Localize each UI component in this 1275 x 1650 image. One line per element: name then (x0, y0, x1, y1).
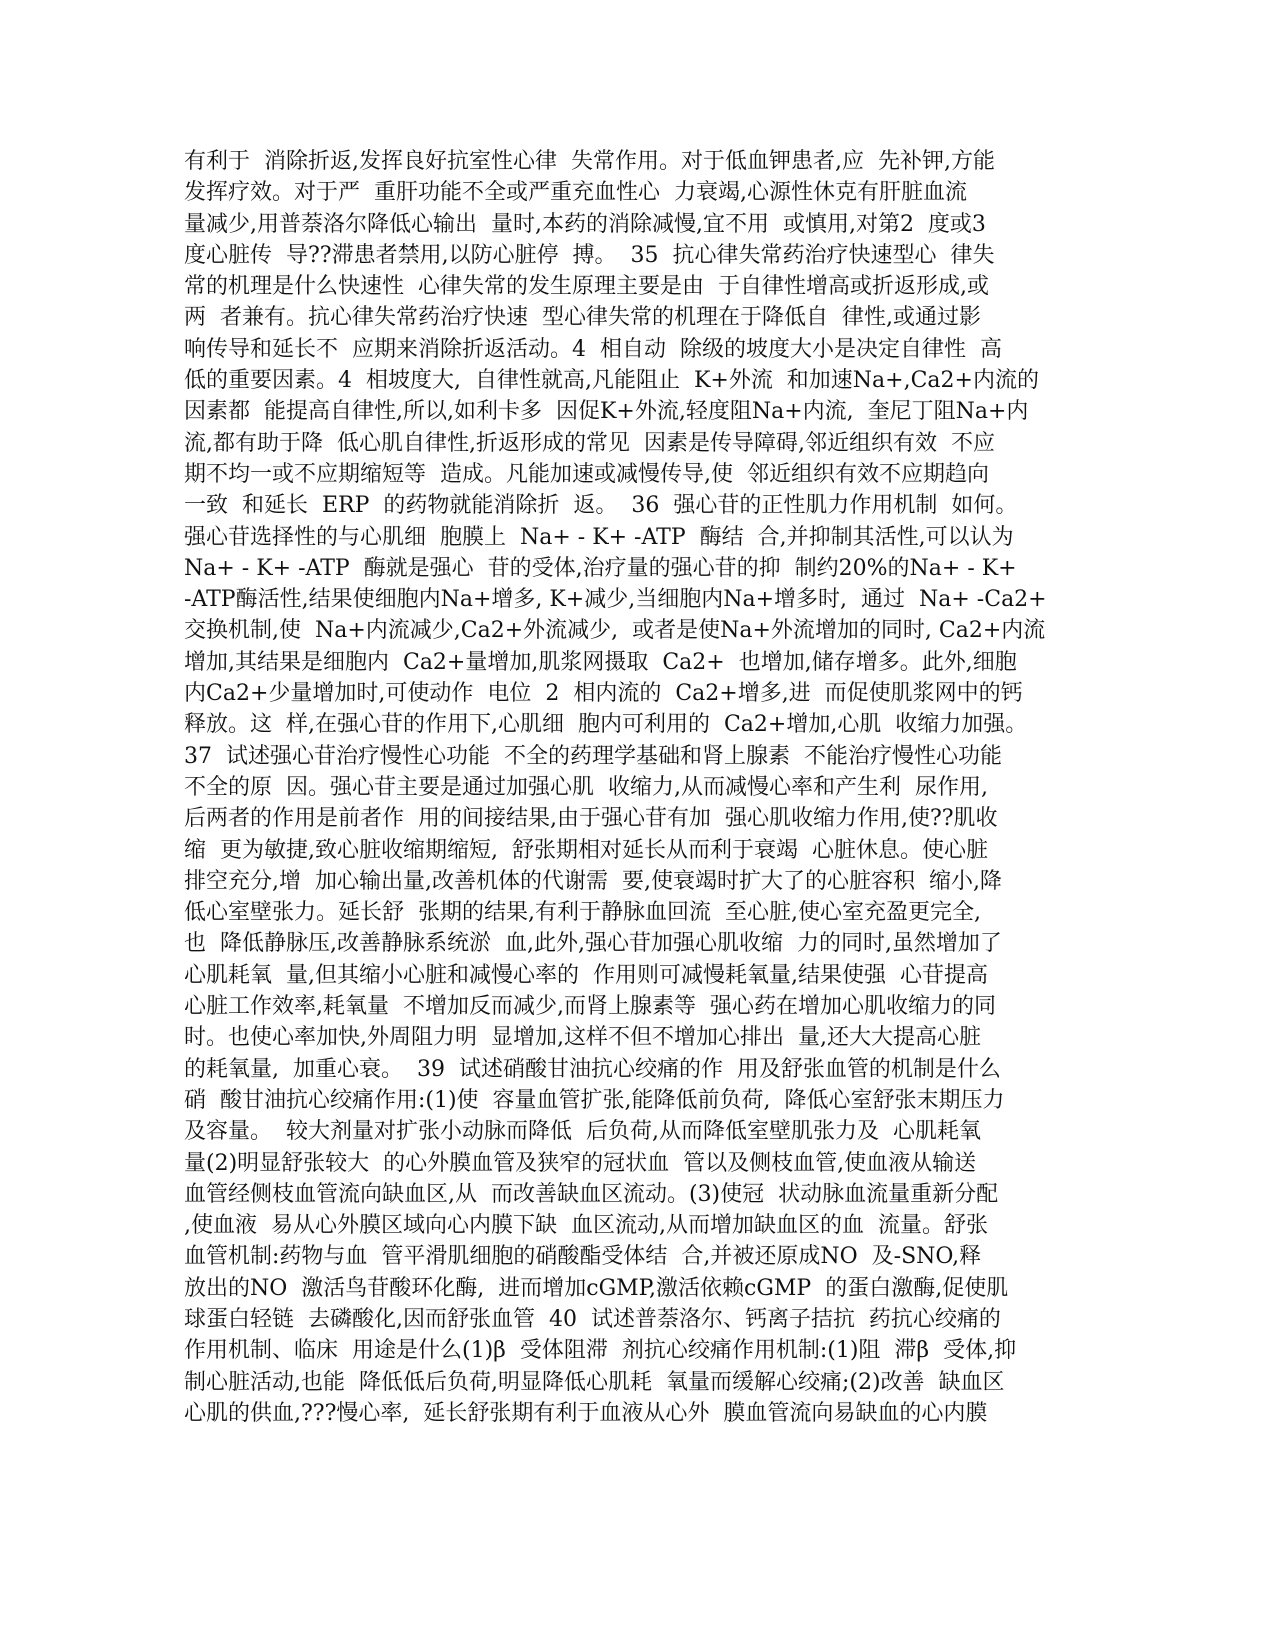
text-line: 心肌耗氧 量,但其缩小心脏和减慢心率的 作用则可减慢耗氧量,结果使强 心苷提高 (184, 962, 988, 988)
text-line: 期不均一或不应期缩短等 造成。凡能加速或减慢传导,使 邻近组织有效不应期趋向 (184, 461, 989, 487)
text-line: ,使血液 易从心外膜区域向心内膜下缺 血区流动,从而增加缺血区的血 流量。舒张 (184, 1213, 988, 1239)
text-line: 放出的NO 激活鸟苷酸环化酶, 进而增加cGMP,激活依赖cGMP 的蛋白激酶,促使肌 (184, 1275, 1009, 1301)
text-line: 常的机理是什么快速性 心律失常的发生原理主要是由 于自律性增高或折返形成,或 (184, 274, 989, 300)
text-line: 一致 和延长 ERP 的药物就能消除折 返。 36 强心苷的正性肌力作用机制 如何。 (184, 493, 1018, 519)
text-line: -ATP酶活性,结果使细胞内Na+增多, K+减少,当细胞内Na+增多时, 通过 Na+ -Ca2+ (184, 587, 1047, 613)
text-line: 响传导和延长不 应期来消除折返活动。4 相自动 除级的坡度大小是决定自律性 高 (184, 336, 1002, 362)
text-line: 血管机制:药物与血 管平滑肌细胞的硝酸酯受体结 合,并被还原成NO 及-SNO,释 (184, 1244, 982, 1270)
text-line: 后两者的作用是前者作 用的间接结果,由于强心苷有加 强心肌收缩力作用,使??肌收 (184, 806, 998, 832)
text-line: 度心脏传 导??滞患者禁用,以防心脏停 搏。 35 抗心律失常药治疗快速型心 律失 (184, 242, 995, 268)
text-line: 制心脏活动,也能 降低低后负荷,明显降低心肌耗 氧量而缓解心绞痛;(2)改善 缺血区 (184, 1369, 1005, 1395)
text-line: 因素都 能提高自律性,所以,如利卡多 因促K+外流,轻度阻Na+内流, 奎尼丁阻Na+内 (184, 399, 1029, 425)
text-line: 血管经侧枝血管流向缺血区,从 而改善缺血区流动。(3)使冠 状动脉血流量重新分配 (184, 1181, 999, 1207)
body-text (184, 146, 1084, 1429)
text-line: 强心苷选择性的与心肌细 胞膜上 Na+ - K+ -ATP 酶结 合,并抑制其活性,可以认为 (184, 524, 1014, 550)
text-line: 及容量。 较大剂量对扩张小动脉而降低 后负荷,从而降低室壁肌张力及 心肌耗氧 (184, 1119, 981, 1145)
text-line: 37 试述强心苷治疗慢性心功能 不全的药理学基础和肾上腺素 不能治疗慢性心功能 (184, 743, 1002, 769)
text-line: 低的重要因素。4 相坡度大, 自律性就高,凡能阻止 K+外流 和加速Na+,Ca2+内流的 (184, 368, 1039, 394)
text-line: 交换机制,使 Na+内流减少,Ca2+外流减少, 或者是使Na+外流增加的同时, Ca2+内流 (184, 618, 1046, 644)
text-line: 有利于 消除折返,发挥良好抗室性心律 失常作用。对于低血钾患者,应 先补钾,方能 (184, 149, 995, 174)
text-line: 量减少,用普萘洛尔降低心输出 量时,本药的消除减慢,宜不用 或慎用,对第2 度或3 (184, 211, 986, 237)
text-line: 释放。这 样,在强心苷的作用下,心肌细 胞内可利用的 Ca2+增加,心肌 收缩力加强。 (184, 712, 1028, 738)
text-line: 球蛋白轻链 去磷酸化,因而舒张血管 40 试述普萘洛尔、钙离子拮抗 药抗心绞痛的 (184, 1306, 1001, 1332)
text-line: 发挥疗效。对于严 重肝功能不全或严重充血性心 力衰竭,心源性休克有肝脏血流 (184, 180, 967, 206)
text-line: 量(2)明显舒张较大 的心外膜血管及狭窄的冠状血 管以及侧枝血管,使血液从输送 (184, 1150, 977, 1176)
text-line: 排空充分,增 加心输出量,改善机体的代谢需 要,使衰竭时扩大了的心脏容积 缩小,降 (184, 868, 1002, 894)
text-line: 的耗氧量, 加重心衰。 39 试述硝酸甘油抗心绞痛的作 用及舒张血管的机制是什么 (184, 1056, 1001, 1082)
text-line: 心肌的供血,???慢心率, 延长舒张期有利于血液从心外 膜血管流向易缺血的心内膜 (184, 1400, 988, 1426)
text-line: 不全的原 因。强心苷主要是通过加强心肌 收缩力,从而减慢心率和产生利 尿作用, (184, 774, 988, 800)
text-line: 硝 酸甘油抗心绞痛作用:(1)使 容量血管扩张,能降低前负荷, 降低心室舒张末期压力 (184, 1087, 1005, 1113)
text-line: 时。也使心率加快,外周阻力明 显增加,这样不但不增加心排出 量,还大大提高心脏 (184, 1025, 981, 1051)
text-line: 内Ca2+少量增加时,可使动作 电位 2 相内流的 Ca2+增多,进 而促使肌浆网中的钙 (184, 681, 1023, 707)
text-line: 增加,其结果是细胞内 Ca2+量增加,肌浆网摄取 Ca2+ 也增加,储存增多。此外,细胞 (184, 649, 1017, 675)
text-line: 心脏工作效率,耗氧量 不增加反而减少,而肾上腺素等 强心药在增加心肌收缩力的同 (184, 994, 996, 1020)
text-line: Na+ - K+ -ATP 酶就是强心 苷的受体,治疗量的强心苷的抑 制约20%的Na+ - K+ (184, 555, 1017, 581)
text-line: 流,都有助于降 低心肌自律性,折返形成的常见 因素是传导障碍,邻近组织有效 不应 (184, 430, 995, 456)
text-line: 低心室壁张力。延长舒 张期的结果,有利于静脉血回流 至心脏,使心室充盈更完全, (184, 900, 981, 926)
text-line: 缩 更为敏捷,致心脏收缩期缩短, 舒张期相对延长从而利于衰竭 心脏休息。使心脏 (184, 837, 988, 863)
text-line: 也 降低静脉压,改善静脉系统淤 血,此外,强心苷加强心肌收缩 力的同时,虽然增加了 (184, 931, 1002, 957)
text-line: 作用机制、临床 用途是什么(1)β 受体阻滞 剂抗心绞痛作用机制:(1)阻 滞β 受体,抑 (184, 1338, 1017, 1364)
text-line: 两 者兼有。抗心律失常药治疗快速 型心律失常的机理在于降低自 律性,或通过影 (184, 305, 981, 331)
